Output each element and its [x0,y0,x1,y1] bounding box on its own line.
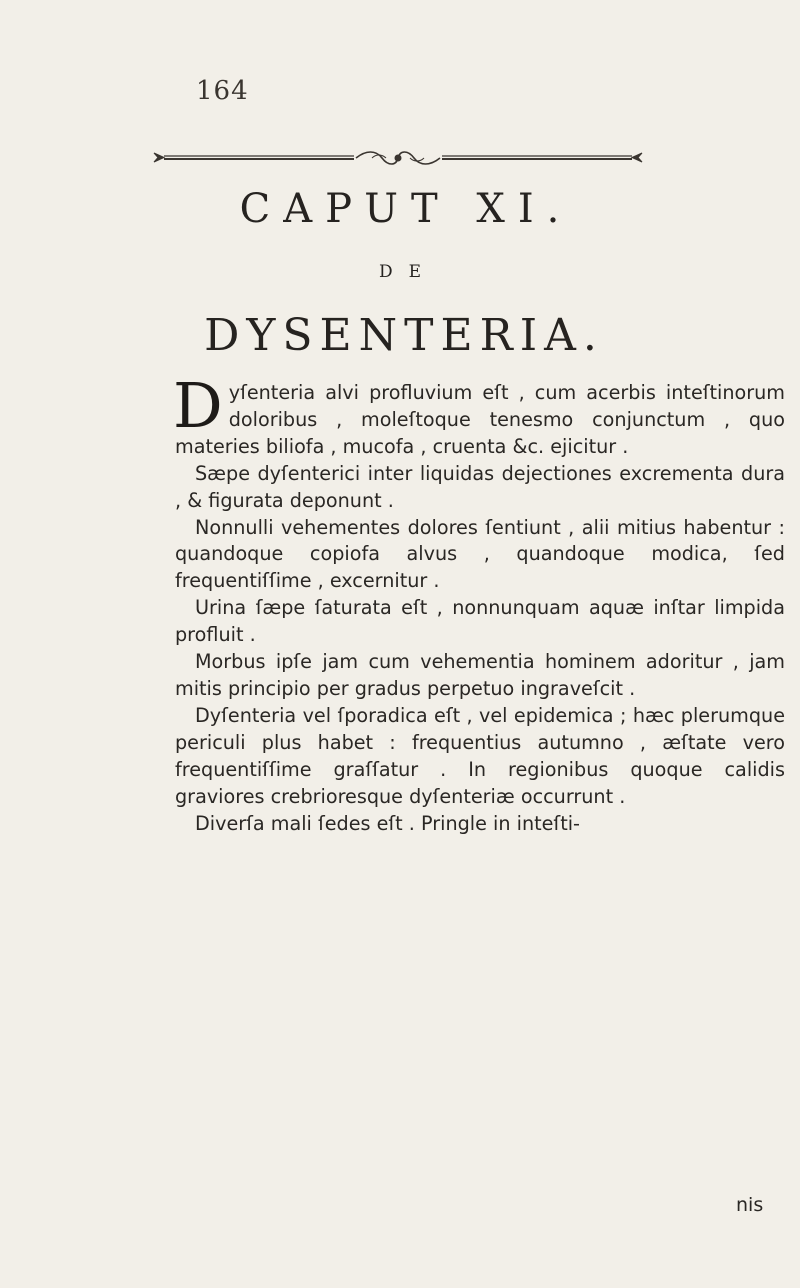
chapter-preposition: DE [378,262,438,282]
chapter-subject: DYSENTERIA. [204,310,604,361]
catchword: nis [736,1194,764,1216]
paragraph-text: yſenteria alvi profluvium eſt , cum acerbis inteſtinorum doloribus , moleſtoque tenesmo conjunctum , quo materies biliofa , mucofa , cruenta &c. ejicitur . [175,381,785,458]
paragraph: Diverſa mali ſedes eſt . Pringle in inteſti- [195,811,580,835]
page-number: 164 [196,76,249,106]
decorative-rule-icon [150,148,646,168]
drop-cap: D [173,369,223,442]
paragraph [173,369,785,461]
body-text [173,369,785,837]
paragraph: Dyſenteria vel ſporadica eſt , vel epidemica ; hæc plerumque periculi plus habet : frequentius autumno , æſtate vero frequentiſſime graſſatur . In regionibus quoque calidis graviores crebrioresque dyſenteriæ occurrunt . [175,703,785,808]
paragraph: Sæpe dyſenterici inter liquidas dejectiones excrementa dura , & figurata deponunt . [175,461,785,512]
paragraph: Nonnulli vehementes dolores ſentiunt , alii mitius habentur : quandoque copiofa alvus , quandoque modica, ſed frequentiſſime , excernitur . [175,515,785,593]
paragraph: Urina ſæpe ſaturata eſt , nonnunquam aquæ inſtar limpida profluit . [175,596,785,647]
paragraph: Morbus ipſe jam cum vehementia hominem adoritur , jam mitis principio per gradus perpetuo ingraveſcit . [175,650,785,700]
chapter-heading: CAPUT XI. [239,186,573,232]
